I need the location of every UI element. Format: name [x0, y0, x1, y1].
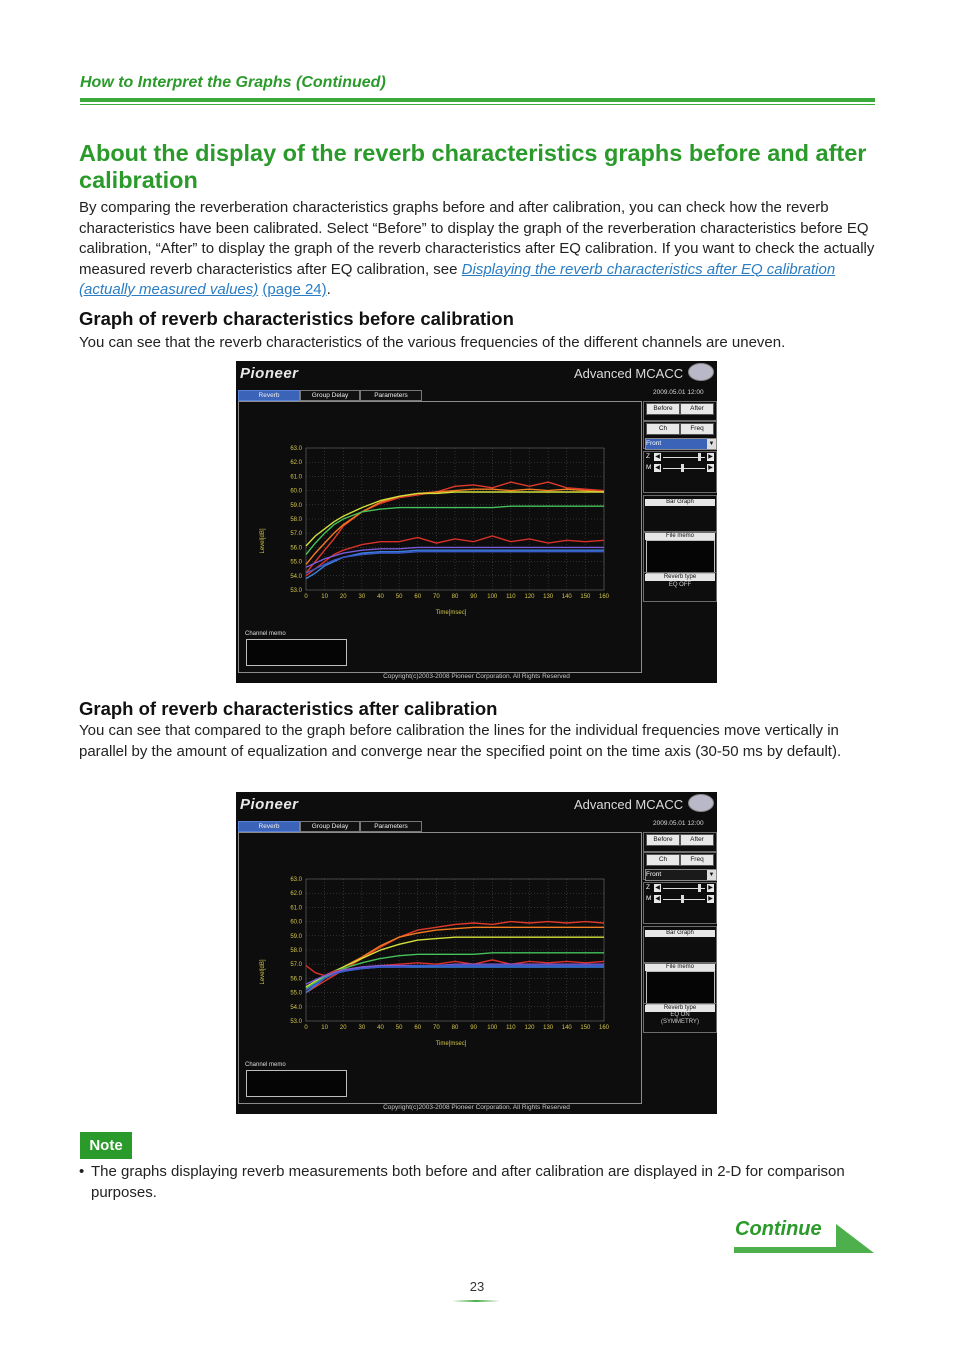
- arrow-right-icon[interactable]: ▶: [708, 896, 713, 902]
- timestamp: 2009.05.01 12:00: [653, 389, 704, 396]
- x-tick-label: 70: [433, 1025, 440, 1031]
- bullet: •: [79, 1163, 85, 1180]
- page-number: 23: [469, 1279, 485, 1294]
- zoom-label: Z: [646, 453, 650, 460]
- channel-memo-label: Channel memo: [245, 631, 286, 637]
- after-description: You can see that compared to the graph before calibration the lines for the individual frequencies move vertically in parallel by the amount of equalization and converge near the specified point on the time axis (30-50 ms by default).: [79, 722, 842, 760]
- arrow-right-icon[interactable]: ▶: [708, 465, 713, 471]
- after-button[interactable]: After: [680, 834, 714, 846]
- x-tick-label: 20: [339, 594, 347, 600]
- series-line: [306, 960, 604, 976]
- x-tick-label: 40: [377, 594, 384, 600]
- x-tick-label: 110: [506, 594, 516, 600]
- ch-button[interactable]: Ch: [646, 854, 680, 866]
- x-tick-label: 30: [358, 1025, 366, 1031]
- channel-select[interactable]: [645, 438, 717, 450]
- x-tick-label: 150: [580, 594, 591, 600]
- intro-end: .: [326, 281, 331, 298]
- note-text: The graphs displaying reverb measurements both before and after calibration are displayed in 2-D for comparison purposes.: [91, 1163, 845, 1201]
- y-tick-label: 57.0: [290, 962, 302, 969]
- move-slider[interactable]: [654, 895, 714, 903]
- x-tick-label: 90: [470, 594, 477, 600]
- copyright: Copyright(c)2003-2008 Pioneer Corporation. All Rights Reserved: [383, 673, 570, 680]
- eq-state: EQ ON: [670, 1012, 690, 1018]
- x-tick-label: 130: [543, 1025, 554, 1031]
- bar-graph-button[interactable]: Bar Graph: [645, 499, 715, 506]
- x-tick-label: 140: [561, 594, 572, 600]
- reverb-measured-link[interactable]: Displaying the reverb characteristics after EQ calibration (actually measured values): [79, 260, 836, 298]
- y-tick-label: 59.0: [290, 933, 302, 940]
- intro-paragraph: [79, 198, 879, 301]
- header-rule: [80, 98, 875, 102]
- x-tick-label: 80: [451, 1025, 459, 1031]
- pioneer-logo: Pioneer: [240, 796, 299, 813]
- tab-parameters[interactable]: Parameters: [360, 821, 422, 832]
- x-tick-label: 10: [321, 1025, 328, 1031]
- after-heading: Graph of reverb characteristics after calibration: [79, 698, 498, 719]
- bar-graph-button[interactable]: Bar Graph: [645, 930, 715, 937]
- tab-group-delay[interactable]: Group Delay: [300, 390, 360, 401]
- move-label: M: [646, 464, 652, 471]
- x-tick-label: 50: [395, 594, 403, 600]
- page-number-rule: [452, 1300, 500, 1302]
- x-tick-label: 130: [543, 594, 554, 600]
- eq-state: EQ OFF: [668, 582, 692, 588]
- pioneer-logo: Pioneer: [240, 365, 299, 382]
- x-tick-label: 90: [470, 1025, 477, 1031]
- x-tick-label: 120: [524, 594, 535, 600]
- file-memo-label: File memo: [645, 533, 715, 540]
- ch-button[interactable]: Ch: [646, 423, 680, 435]
- chevron-down-icon: ▼: [708, 872, 715, 878]
- channel-select-value: Front: [646, 440, 662, 447]
- y-tick-label: 57.0: [290, 531, 302, 538]
- x-tick-label: 20: [339, 1025, 347, 1031]
- x-tick-label: 60: [414, 1025, 422, 1031]
- y-tick-label: 61.0: [290, 474, 302, 481]
- freq-button[interactable]: Freq: [680, 854, 714, 866]
- file-memo-input[interactable]: [646, 540, 715, 574]
- timestamp: 2009.05.01 12:00: [653, 820, 704, 827]
- app-title: Advanced MCACC: [574, 366, 684, 381]
- x-tick-label: 140: [561, 1025, 572, 1031]
- y-tick-label: 55.0: [290, 990, 302, 997]
- x-tick-label: 100: [487, 1025, 498, 1031]
- y-tick-label: 61.0: [290, 905, 302, 912]
- reverb-type-label: Reverb type: [645, 574, 715, 581]
- file-memo-label: File memo: [645, 964, 715, 971]
- y-tick-label: 63.0: [290, 877, 302, 883]
- arrow-left-icon[interactable]: ◀: [655, 454, 660, 460]
- x-tick-label: 150: [580, 1025, 591, 1031]
- before-description: You can see that the reverb characteristics of the various frequencies of the different channels are uneven.: [79, 334, 786, 351]
- channel-memo-input[interactable]: [246, 639, 347, 666]
- copyright: Copyright(c)2003-2008 Pioneer Corporation. All Rights Reserved: [383, 1104, 570, 1111]
- y-tick-label: 53.0: [290, 588, 302, 594]
- chevron-down-icon: ▼: [708, 441, 715, 447]
- zoom-slider[interactable]: [654, 453, 714, 461]
- x-tick-label: 110: [506, 1025, 516, 1031]
- y-tick-label: 59.0: [290, 502, 302, 509]
- x-tick-label: 30: [358, 594, 366, 600]
- y-axis-label: Level[dB]: [260, 959, 266, 985]
- x-tick-label: 40: [377, 1025, 384, 1031]
- continue-arrow-icon[interactable]: [836, 1224, 874, 1253]
- reverb-type-label: Reverb type: [645, 1005, 715, 1012]
- move-slider[interactable]: [654, 464, 714, 472]
- freq-button[interactable]: Freq: [680, 423, 714, 435]
- note-label: Note: [80, 1132, 132, 1159]
- y-tick-label: 58.0: [290, 948, 302, 954]
- y-tick-label: 56.0: [290, 976, 302, 983]
- tab-group-delay[interactable]: Group Delay: [300, 821, 360, 832]
- x-tick-label: 70: [433, 594, 440, 600]
- x-tick-label: 120: [524, 1025, 535, 1031]
- y-axis-label: Level[dB]: [260, 528, 266, 554]
- y-tick-label: 60.0: [290, 919, 302, 926]
- x-tick-label: 10: [321, 594, 328, 600]
- arrow-right-icon[interactable]: ▶: [708, 454, 713, 460]
- running-head: How to Interpret the Graphs (Continued): [80, 74, 386, 91]
- app-title: Advanced MCACC: [574, 797, 684, 812]
- y-tick-label: 60.0: [290, 488, 302, 495]
- arrow-left-icon[interactable]: ◀: [655, 896, 660, 902]
- channel-memo-label: Channel memo: [245, 1062, 286, 1068]
- zoom-slider[interactable]: [654, 884, 714, 892]
- y-tick-label: 54.0: [290, 573, 302, 580]
- channel-select-value: Front: [646, 871, 662, 878]
- header-rule-thin: [80, 104, 875, 105]
- x-tick-label: 0: [304, 594, 308, 600]
- page-ref-link[interactable]: (page 24): [262, 281, 327, 298]
- arrow-left-icon[interactable]: ◀: [655, 465, 660, 471]
- x-tick-label: 160: [598, 1025, 610, 1031]
- x-tick-label: 50: [395, 1025, 403, 1031]
- y-tick-label: 53.0: [290, 1019, 302, 1025]
- y-tick-label: 63.0: [290, 446, 302, 452]
- y-tick-label: 58.0: [290, 517, 302, 523]
- arrow-right-icon[interactable]: ▶: [708, 885, 713, 891]
- move-label: M: [646, 895, 652, 902]
- y-tick-label: 62.0: [290, 460, 302, 467]
- continue-bar: [734, 1247, 840, 1253]
- arrow-left-icon[interactable]: ◀: [655, 885, 660, 891]
- y-tick-label: 54.0: [290, 1004, 302, 1011]
- x-axis-label: Time[msec]: [435, 610, 467, 616]
- channel-memo-input[interactable]: [246, 1070, 347, 1097]
- tab-reverb[interactable]: Reverb: [238, 821, 300, 832]
- after-calibration-screenshot: [236, 792, 717, 1114]
- continue-label[interactable]: Continue: [735, 1218, 822, 1240]
- x-axis-label: Time[msec]: [435, 1041, 467, 1047]
- before-heading: Graph of reverb characteristics before calibration: [79, 308, 514, 329]
- y-tick-label: 62.0: [290, 891, 302, 898]
- note-item: [79, 1162, 879, 1203]
- x-tick-label: 80: [451, 594, 459, 600]
- x-tick-label: 100: [487, 594, 498, 600]
- x-tick-label: 0: [304, 1025, 308, 1031]
- before-calibration-screenshot: [236, 361, 717, 683]
- before-button[interactable]: Before: [646, 834, 680, 846]
- eq-mode: (SYMMETRY): [661, 1019, 699, 1025]
- section-title: About the display of the reverb characteristics graphs before and after calibration: [79, 140, 867, 193]
- channel-select[interactable]: [645, 869, 717, 881]
- zoom-label: Z: [646, 884, 650, 891]
- tab-reverb[interactable]: Reverb: [238, 390, 300, 401]
- intro-text: By comparing the reverberation characteristics graphs before and after calibration, you can check how the reverb characteristics have been calibrated. Select “Before” to display the graph of the reverberation characteristics before EQ calibration, “After” to display the graph of the reverb characteristics after EQ calibration. If you want to check the actually measured reverb characteristics after EQ calibration, see: [79, 199, 875, 278]
- y-tick-label: 56.0: [290, 545, 302, 552]
- x-tick-label: 160: [598, 594, 610, 600]
- before-button[interactable]: Before: [646, 403, 680, 415]
- after-button[interactable]: After: [680, 403, 714, 415]
- file-memo-input[interactable]: [646, 971, 715, 1005]
- x-tick-label: 60: [414, 594, 422, 600]
- tab-parameters[interactable]: Parameters: [360, 390, 422, 401]
- y-tick-label: 55.0: [290, 559, 302, 566]
